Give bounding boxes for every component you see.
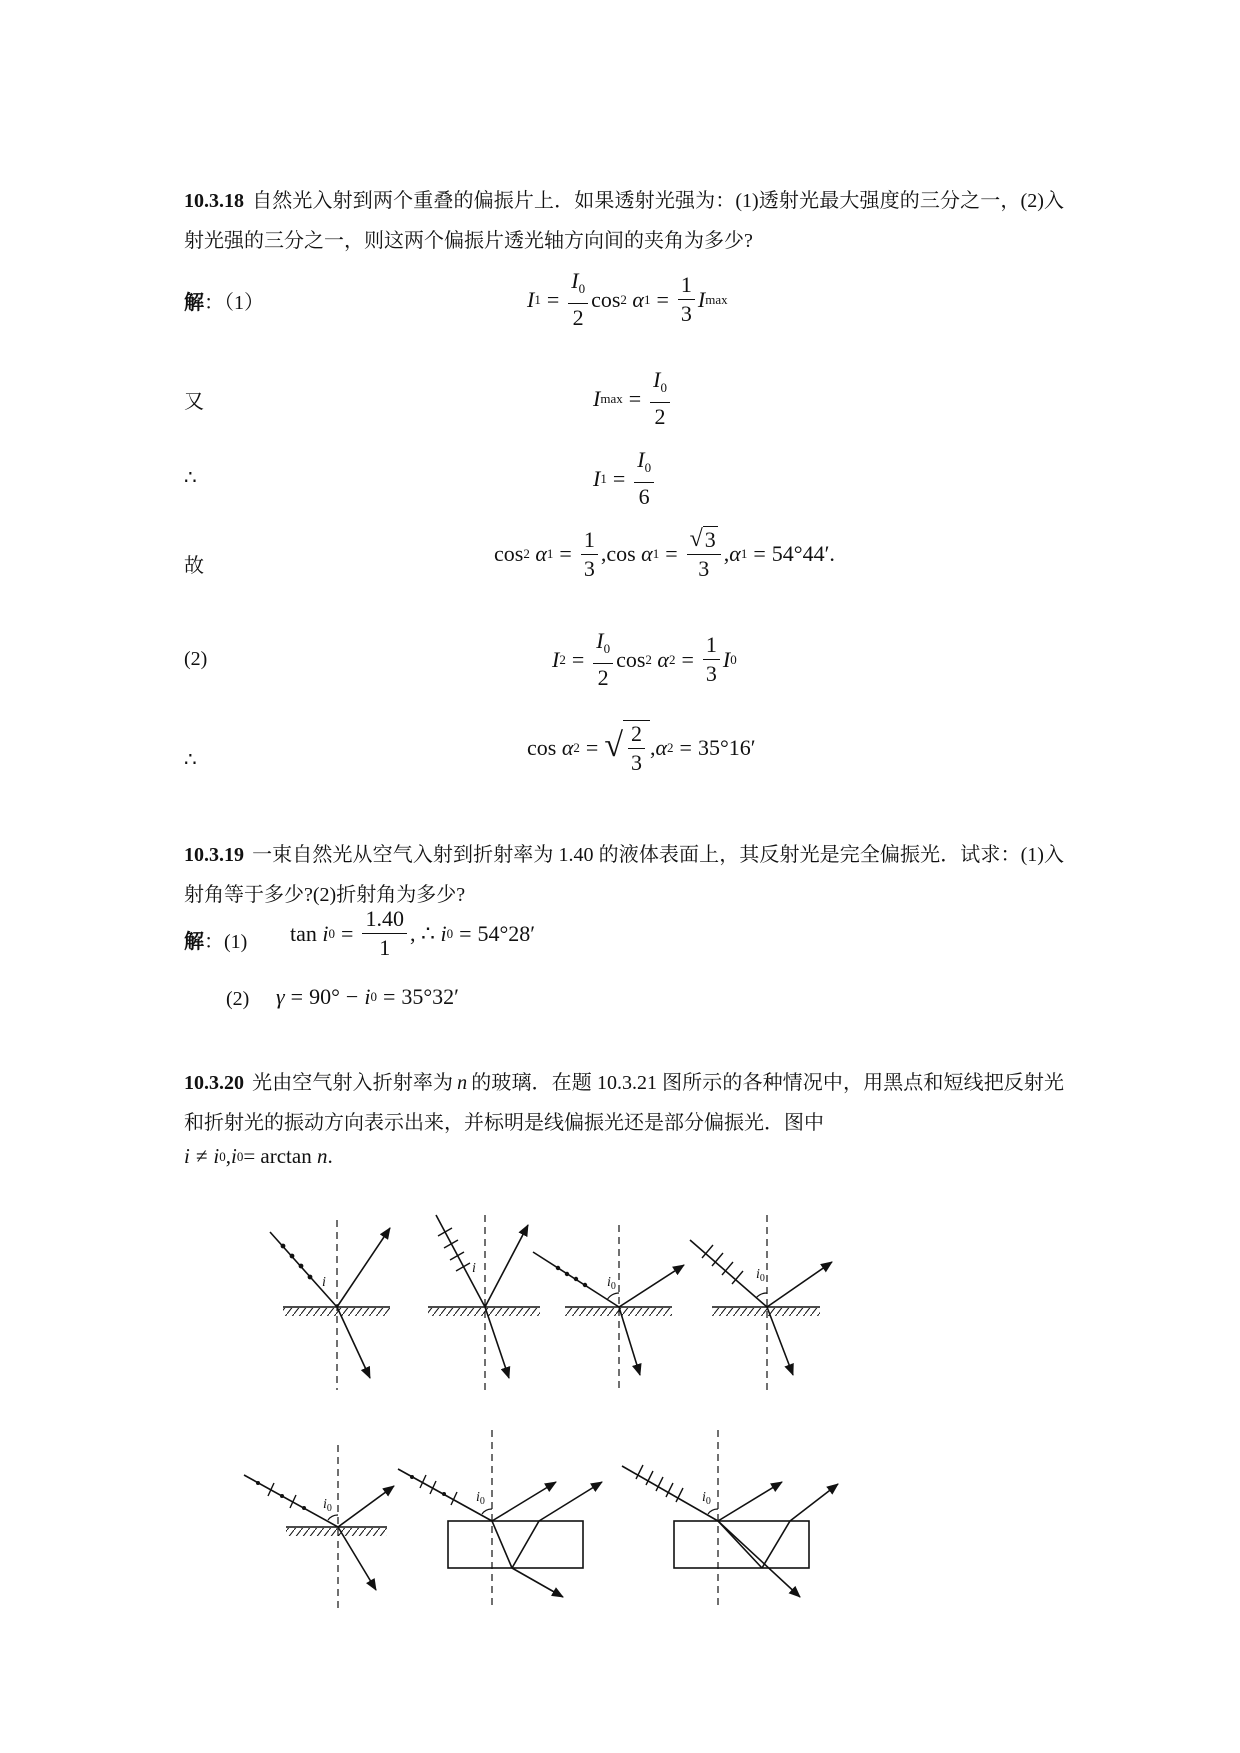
equation-imax: I max = $\frac{I_0}{2}$: [593, 367, 673, 430]
problem-number: 10.3.19: [184, 844, 244, 866]
equation-alpha2: cos α 2 = √ $\frac{2}{3}$ , α 2 = 35°16′: [527, 721, 756, 775]
equation-alpha1: cos 2 α 1 = $\frac{1}{3}$ , cos α 1 = √ 3 3 , α 1 = 54°44′.: [494, 526, 835, 581]
label-part2: (2): [184, 648, 208, 670]
label-part2-19: (2): [226, 988, 250, 1010]
dash-marks: [636, 1465, 683, 1502]
label-therefore-2: ∴: [184, 749, 197, 771]
diagram-3: [533, 1225, 684, 1390]
angle-arc: [607, 1293, 619, 1300]
solution-label: 解：（1）: [184, 292, 264, 314]
emergent-ray-1: [539, 1482, 602, 1521]
reflected-ray: [337, 1228, 390, 1307]
reflected-ray: [619, 1265, 684, 1307]
angle-arc: [482, 1509, 492, 1514]
reflected-ray: [767, 1262, 832, 1307]
dot-marks: [556, 1266, 587, 1287]
refracted-ray: [767, 1307, 793, 1375]
refracted-ray: [485, 1307, 509, 1378]
dash-marks: [702, 1245, 743, 1284]
equation-i1: I 1 = $\frac{I_0}{2}$ cos 2 α 1 = $\frac{1}{3}$ I max: [527, 268, 728, 330]
label-i0-5: $i_0$: [323, 1497, 332, 1514]
label-i0-3: $i_0$: [607, 1275, 616, 1292]
problem-10-3-20: 10.3.20 光由空气射入折射率为 n 的玻璃．在题 10.3.21 图所示的各种情况中，用黑点和短线把反射光和折射光的振动方向表示出来，并标明是线偏振光还是部分偏振光．图中: [184, 1072, 1065, 1134]
problem-text: 一束自然光从空气入射到折射率为 1.40 的液体表面上，其反射光是完全偏振光．试求：(1)入射角等于多少?(2)折射角为多少?: [184, 844, 1064, 906]
angle-arc: [328, 1515, 338, 1520]
reflected-ray: [338, 1486, 394, 1527]
surface-hatch: [428, 1308, 540, 1316]
surface-hatch: [565, 1308, 672, 1316]
diagram-7: [622, 1430, 838, 1610]
emergent-ray-2: [512, 1568, 563, 1597]
label-i0-7: $i_0$: [702, 1490, 711, 1507]
incident-ray: [270, 1232, 337, 1307]
problem-text: 自然光入射到两个重叠的偏振片上．如果透射光强为：(1)透射光最大强度的三分之一，(2)入射光强的三分之一，则这两个偏振片透光轴方向间的夹角为多少?: [184, 190, 1064, 252]
equation-tan-i0: tan i 0 = $\frac{1.40}{1}$ , ∴ i 0 = 54°28′: [290, 906, 536, 960]
incident-ray: [244, 1475, 338, 1527]
incident-ray: [690, 1240, 767, 1307]
diagram-4: [690, 1215, 832, 1390]
mixed-marks: [410, 1475, 457, 1505]
incident-ray: [533, 1252, 619, 1307]
refracted-ray: [338, 1527, 376, 1590]
label-i0-4: $i_0$: [756, 1267, 765, 1284]
reflected-ray: [485, 1225, 528, 1307]
glass-slab: [674, 1521, 809, 1568]
dot-marks: [281, 1244, 313, 1280]
incident-ray: [622, 1466, 718, 1521]
diagram-5: [244, 1445, 394, 1610]
refracted-ray: [337, 1307, 370, 1378]
problem-number: 10.3.18: [184, 190, 244, 212]
dash-marks: [438, 1228, 470, 1271]
equation-i2: I 2 = $\frac{I_0}{2}$ cos 2 α 2 = $\frac{1}{3}$ I 0: [552, 628, 737, 690]
label-i-1: i: [322, 1275, 326, 1290]
label-therefore: ∴: [184, 467, 197, 489]
solution-label-19: 解：(1): [184, 931, 248, 953]
incident-ray: [436, 1215, 485, 1307]
diagram-2: [428, 1215, 540, 1390]
label-i0-6: $i_0$: [476, 1490, 485, 1507]
emergent-ray-1: [790, 1484, 838, 1521]
equation-gamma: γ = 90° − i 0 = 35°32′: [276, 984, 459, 1009]
surface-hatch: [712, 1308, 820, 1316]
label-i-2: i: [472, 1261, 476, 1276]
label-gu: 故: [184, 555, 204, 577]
diagram-1: [270, 1220, 390, 1390]
angle-arc: [708, 1509, 718, 1514]
equation-i1-result: I 1 = $\frac{I_0}{6}$: [593, 447, 657, 510]
refracted-ray: [492, 1521, 512, 1568]
reflected-ray: [492, 1482, 556, 1521]
problem-number: 10.3.20: [184, 1072, 244, 1094]
angle-arc: [756, 1293, 767, 1298]
glass-slab: [448, 1521, 583, 1568]
condition-line: i ≠ i 0 , i 0 = arctan n .: [184, 1144, 333, 1168]
second-reflected-ray: [762, 1521, 790, 1568]
surface-hatch: [283, 1308, 390, 1316]
mixed-marks: [256, 1481, 306, 1510]
diagram-6: [398, 1430, 602, 1610]
label-you: 又: [184, 391, 204, 413]
refracted-ray: [619, 1307, 640, 1375]
emergent-ray-2: [718, 1521, 800, 1597]
problem-10-3-19: [184, 835, 1064, 915]
surface-hatch: [286, 1528, 387, 1536]
incident-ray: [398, 1469, 492, 1521]
second-reflected-ray: [512, 1521, 539, 1568]
problem-10-3-18: [184, 181, 1064, 261]
refracted-ray: [718, 1521, 762, 1568]
reflected-ray: [718, 1482, 782, 1521]
